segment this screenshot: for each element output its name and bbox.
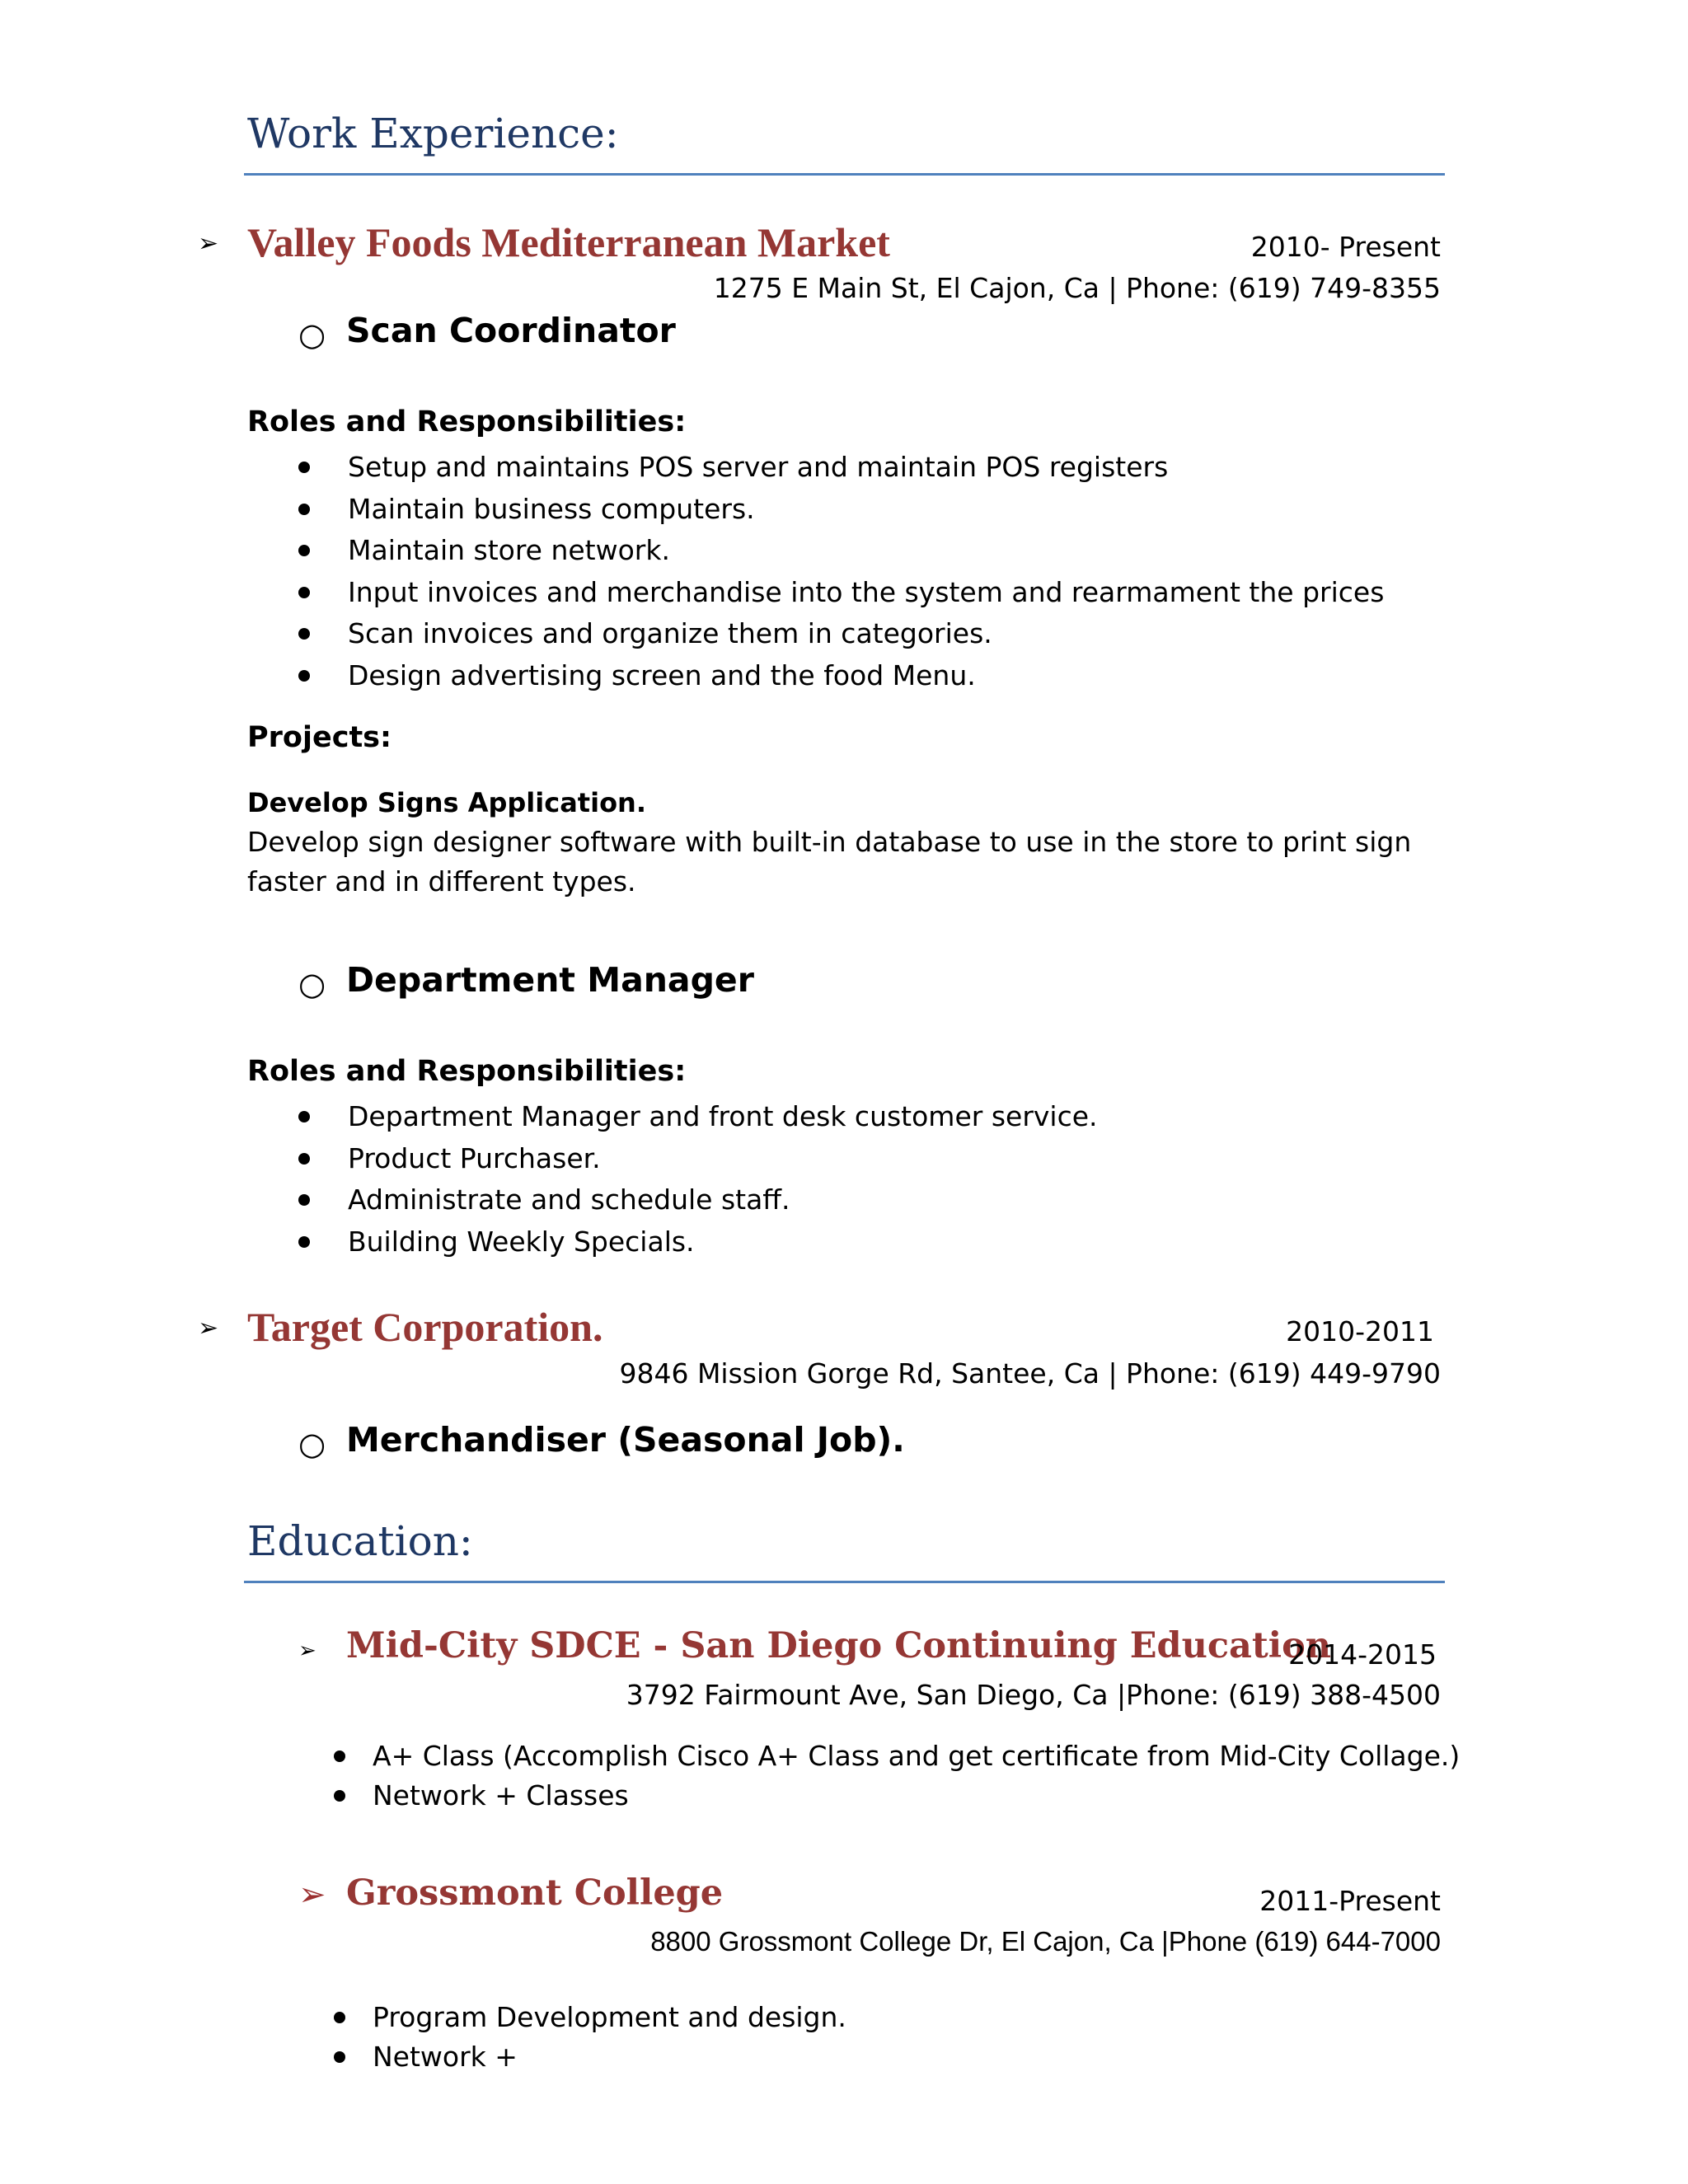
circle-bullet-icon: ○	[298, 1426, 326, 1462]
bullet-dot-icon	[334, 1750, 345, 1762]
list-item: Scan invoices and organize them in categories.	[298, 613, 1384, 655]
project-description: Develop sign designer software with built-in database to use in the store to print sign faster and in different types.	[247, 826, 1412, 898]
list-item: Administrate and schedule staff.	[298, 1179, 1098, 1221]
list-item: Building Weekly Specials.	[298, 1221, 1098, 1263]
list-item: Network +	[334, 2037, 846, 2077]
arrow-bullet-icon: ➢	[298, 1876, 326, 1914]
list-item: Department Manager and front desk customer service.	[298, 1096, 1098, 1138]
roles-list	[298, 1096, 1098, 1263]
employer-name: Target Corporation.	[247, 1304, 603, 1350]
projects-heading: Projects:	[247, 721, 392, 754]
roles-heading: Roles and Responsibilities:	[247, 405, 687, 438]
arrow-bullet-icon: ➢	[198, 229, 219, 258]
list-item: Setup and maintains POS server and maintain POS registers	[298, 447, 1384, 489]
bullet-dot-icon	[298, 1194, 310, 1206]
arrow-bullet-icon: ➢	[298, 1638, 316, 1663]
employer-address: 1275 E Main St, El Cajon, Ca | Phone: (619) 749-8355	[713, 272, 1441, 304]
bullet-dot-icon	[298, 504, 310, 515]
employer-name: Valley Foods Mediterranean Market	[247, 219, 890, 265]
list-item: Network + Classes	[334, 1776, 1460, 1816]
bullet-dot-icon	[298, 1111, 310, 1122]
bullet-dot-icon	[298, 587, 310, 598]
list-item: Maintain business computers.	[298, 489, 1384, 531]
project-title: Develop Signs Application.	[247, 787, 646, 818]
school-address: 8800 Grossmont College Dr, El Cajon, Ca |Phone (619) 644-7000	[650, 1926, 1441, 1957]
employer-address: 9846 Mission Gorge Rd, Santee, Ca | Phone: (619) 449-9790	[619, 1357, 1441, 1390]
roles-list	[298, 447, 1384, 696]
arrow-bullet-icon: ➢	[198, 1314, 219, 1343]
bullet-dot-icon	[298, 1236, 310, 1248]
employment-date: 2010- Present	[1250, 231, 1441, 263]
position-title: Merchandiser (Seasonal Job).	[346, 1420, 905, 1460]
work-experience-rule	[244, 173, 1445, 176]
education-heading: Education:	[247, 1517, 473, 1565]
work-experience-heading: Work Experience:	[247, 110, 619, 157]
course-list	[334, 1736, 1460, 1816]
position-title: Department Manager	[346, 960, 754, 1000]
education-rule	[244, 1581, 1445, 1583]
employment-date: 2010-2011	[1286, 1315, 1434, 1347]
bullet-dot-icon	[334, 2051, 345, 2063]
attendance-date: 2014-2015	[1288, 1638, 1437, 1671]
list-item: Input invoices and merchandise into the system and rearmament the prices	[298, 572, 1384, 614]
bullet-dot-icon	[298, 670, 310, 682]
list-item: Maintain store network.	[298, 530, 1384, 572]
bullet-dot-icon	[298, 462, 310, 473]
position-title: Scan Coordinator	[346, 311, 676, 350]
bullet-dot-icon	[298, 628, 310, 640]
school-address: 3792 Fairmount Ave, San Diego, Ca |Phone: (619) 388-4500	[626, 1679, 1441, 1711]
bullet-dot-icon	[298, 1153, 310, 1165]
attendance-date: 2011-Present	[1259, 1885, 1441, 1917]
bullet-dot-icon	[334, 1790, 345, 1802]
bullet-dot-icon	[298, 545, 310, 556]
roles-heading: Roles and Responsibilities:	[247, 1055, 687, 1088]
circle-bullet-icon: ○	[298, 316, 326, 353]
bullet-dot-icon	[334, 2012, 345, 2023]
list-item: Product Purchaser.	[298, 1138, 1098, 1180]
circle-bullet-icon: ○	[298, 966, 326, 1002]
list-item: A+ Class (Accomplish Cisco A+ Class and get certificate from Mid-City Collage.)	[334, 1736, 1460, 1776]
school-name: Mid-City SDCE - San Diego Continuing Education	[346, 1625, 1332, 1666]
list-item: Design advertising screen and the food Menu.	[298, 655, 1384, 697]
course-list	[334, 1998, 846, 2077]
list-item: Program Development and design.	[334, 1998, 846, 2037]
school-name: Grossmont College	[346, 1872, 724, 1914]
